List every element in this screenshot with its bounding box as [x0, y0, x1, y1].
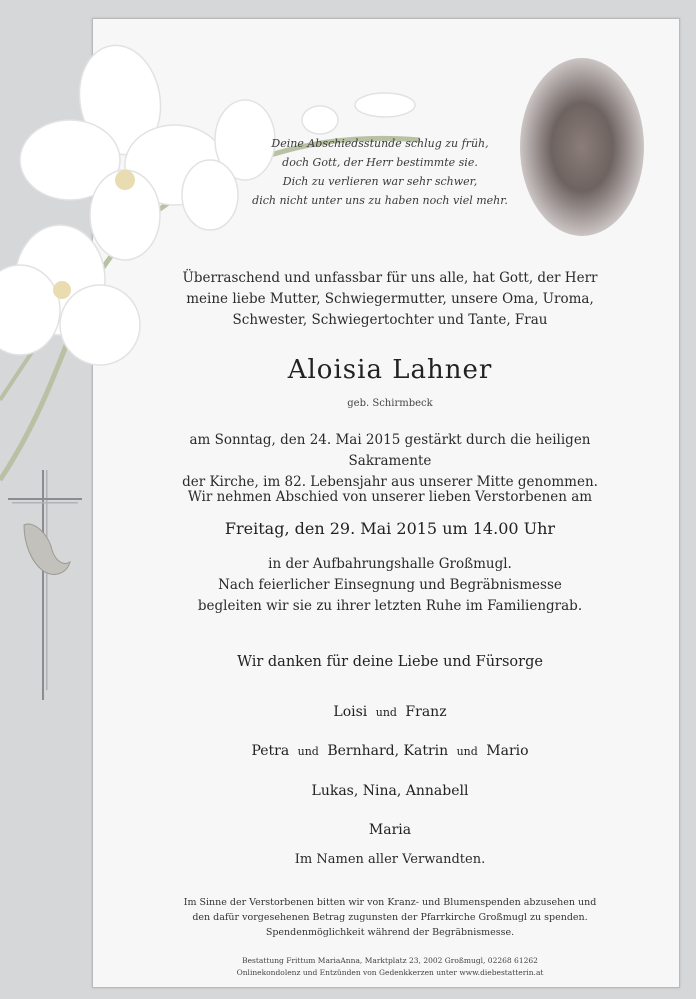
poem-line: Deine Abschiedsstunde schlug zu früh, [271, 137, 489, 150]
place-line: Nach feierlicher Einsegnung und Begräbnismesse [218, 577, 562, 593]
and-word: und [297, 745, 319, 758]
portrait-photo [520, 58, 644, 236]
family-member: Loisi [333, 704, 368, 720]
family-member: Petra [251, 743, 290, 759]
funeral-date: Freitag, den 29. Mai 2015 um 14.00 Uhr [224, 519, 556, 538]
funeral-place [150, 554, 630, 617]
cross-with-hands-icon [4, 470, 84, 710]
donation-line: Spendenmöglichkeit während der Begräbnismesse. [265, 927, 515, 938]
intro-line: meine liebe Mutter, Schwiegermutter, unsere Oma, Uroma, [186, 291, 594, 307]
place-line: in der Aufbahrungshalle Großmugl. [268, 556, 512, 572]
maiden-name: geb. Schirmbeck [347, 398, 433, 409]
family-member: Mario [486, 743, 529, 759]
death-line: der Kirche, im 82. Lebensjahr aus unserer Mitte genommen. [182, 474, 598, 490]
deceased-name: Aloisia Lahner [287, 355, 493, 385]
footer-line: Bestattung Frittum MariaAnna, Marktplatz 23, 2002 Großmugl, 02268 61262 [242, 956, 538, 965]
family-member: Bernhard, Katrin [327, 743, 449, 759]
death-line: am Sonntag, den 24. Mai 2015 gestärkt durch die heiligen Sakramente [189, 432, 591, 469]
intro-line: Überraschend und unfassbar für uns alle, hat Gott, der Herr [182, 270, 598, 286]
family-row: Maria [368, 822, 412, 838]
donation-note [150, 895, 630, 940]
poem-line: doch Gott, der Herr bestimmte sie. [282, 156, 478, 169]
intro-text [150, 268, 630, 331]
poem [230, 134, 530, 210]
thanks-line: Wir danken für deine Liebe und Fürsorge [237, 654, 543, 670]
farewell-intro: Wir nehmen Abschied von unserer lieben Verstorbenen am [187, 489, 593, 505]
death-notice [150, 430, 630, 493]
family-row: Lukas, Nina, Annabell [311, 783, 469, 799]
footer-line: Onlinekondolenz und Entzünden von Gedenkkerzen unter www.diebestatterin.at [236, 968, 544, 977]
relatives-line: Im Namen aller Verwandten. [294, 852, 486, 867]
poem-line: Dich zu verlieren war sehr schwer, [282, 175, 478, 188]
and-word: und [375, 706, 397, 719]
donation-line: Im Sinne der Verstorbenen bitten wir von Kranz- und Blumenspenden abzusehen und [183, 897, 597, 908]
footer [150, 955, 630, 979]
place-line: begleiten wir sie zu ihrer letzten Ruhe im Familiengrab. [197, 598, 583, 614]
and-word: und [456, 745, 478, 758]
poem-line: dich nicht unter uns zu haben noch viel mehr. [252, 194, 508, 207]
intro-line: Schwester, Schwiegertochter und Tante, Frau [232, 312, 548, 328]
family-row [150, 704, 630, 720]
family-member: Franz [405, 704, 447, 720]
donation-line: den dafür vorgesehenen Betrag zugunsten der Pfarrkirche Großmugl zu spenden. [192, 912, 588, 923]
family-row [150, 743, 630, 759]
